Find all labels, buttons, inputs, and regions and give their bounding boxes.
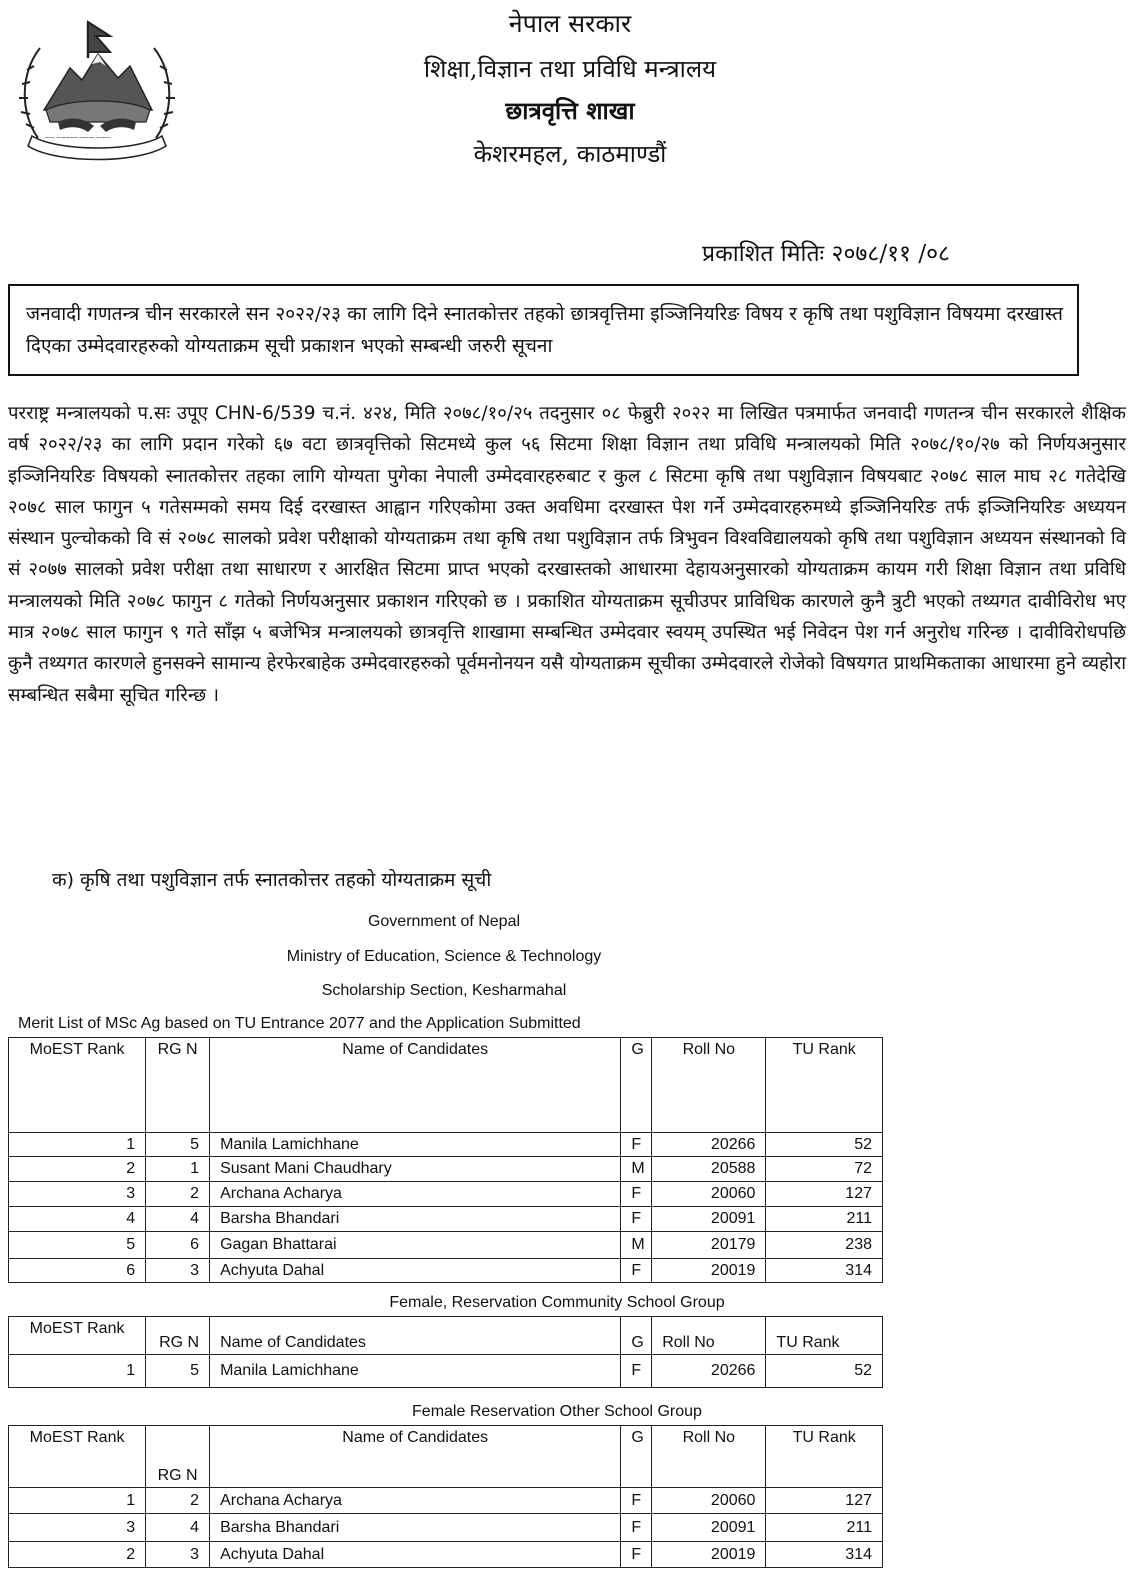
cell-roll: 20588 bbox=[652, 1157, 766, 1182]
cell-tu: 238 bbox=[766, 1232, 883, 1259]
cell-roll: 20266 bbox=[652, 1133, 766, 1157]
cell-name: Achyuta Dahal bbox=[210, 1542, 621, 1568]
table-header-row bbox=[9, 1317, 883, 1355]
cell-name: Archana Acharya bbox=[210, 1488, 621, 1514]
cell-roll: 20091 bbox=[652, 1207, 766, 1232]
cell-name: Achyuta Dahal bbox=[210, 1259, 621, 1283]
cell-g: M bbox=[621, 1232, 652, 1259]
cell-roll: 20060 bbox=[652, 1182, 766, 1207]
emblem-motto bbox=[44, 137, 154, 138]
cell-rg: 3 bbox=[146, 1542, 210, 1568]
cell-tu: 211 bbox=[766, 1207, 883, 1232]
cell-rank: 3 bbox=[9, 1182, 146, 1207]
cell-rg: 6 bbox=[146, 1232, 210, 1259]
header-address: केशरमहल, काठमाण्डौं bbox=[473, 140, 667, 168]
header-government: नेपाल सरकार bbox=[508, 9, 632, 38]
cell-rg: 2 bbox=[146, 1182, 210, 1207]
english-header-section: Scholarship Section, Kesharmahal bbox=[321, 982, 567, 999]
cell-roll: 20019 bbox=[652, 1259, 766, 1283]
cell-tu: 72 bbox=[766, 1157, 883, 1182]
cell-rank: 2 bbox=[9, 1542, 146, 1568]
cell-tu: 314 bbox=[766, 1259, 883, 1283]
col-header-tu: TU Rank bbox=[766, 1038, 883, 1133]
col-header-rg: RG N bbox=[146, 1426, 210, 1488]
header-section: छात्रवृत्ति शाखा bbox=[505, 96, 635, 125]
header-ministry: शिक्षा,विज्ञान तथा प्रविधि मन्त्रालय bbox=[423, 55, 717, 83]
cell-rg: 4 bbox=[146, 1514, 210, 1542]
cell-name: Manila Lamichhane bbox=[210, 1355, 621, 1388]
other-group-table bbox=[8, 1425, 883, 1568]
cell-name: Manila Lamichhane bbox=[210, 1133, 621, 1157]
merit-list-title: Merit List of MSc Ag based on TU Entrance 2077 and the Application Submitted bbox=[18, 1015, 581, 1032]
table-row bbox=[9, 1157, 883, 1182]
nepal-emblem bbox=[18, 18, 176, 168]
cell-roll: 20091 bbox=[652, 1514, 766, 1542]
cell-g: F bbox=[621, 1207, 652, 1232]
col-header-rank: MoEST Rank bbox=[9, 1317, 146, 1355]
cell-name: Archana Acharya bbox=[210, 1182, 621, 1207]
cell-rank: 2 bbox=[9, 1157, 146, 1182]
cell-name: Barsha Bhandari bbox=[210, 1514, 621, 1542]
cell-rg: 3 bbox=[146, 1259, 210, 1283]
cell-tu: 314 bbox=[766, 1542, 883, 1568]
cell-name: Susant Mani Chaudhary bbox=[210, 1157, 621, 1182]
cell-g: F bbox=[621, 1514, 652, 1542]
col-header-roll: Roll No bbox=[652, 1038, 766, 1133]
section-a-heading: क) कृषि तथा पशुविज्ञान तर्फ स्नातकोत्तर तहको योग्यताक्रम सूची bbox=[52, 869, 492, 891]
col-header-rg: RG N bbox=[146, 1038, 210, 1133]
col-header-name: Name of Candidates bbox=[210, 1317, 621, 1355]
col-header-tu: TU Rank bbox=[766, 1317, 883, 1355]
cell-rg: 4 bbox=[146, 1207, 210, 1232]
community-group-table bbox=[8, 1316, 883, 1388]
table-row bbox=[9, 1207, 883, 1232]
english-header-government: Government of Nepal bbox=[367, 913, 521, 930]
english-header-ministry: Ministry of Education, Science & Technology bbox=[286, 948, 602, 965]
cell-rank: 1 bbox=[9, 1488, 146, 1514]
cell-g: M bbox=[621, 1157, 652, 1182]
merit-list-table bbox=[8, 1037, 883, 1283]
col-header-g: G bbox=[621, 1317, 652, 1355]
cell-roll: 20060 bbox=[652, 1488, 766, 1514]
cell-g: F bbox=[621, 1542, 652, 1568]
cell-rg: 2 bbox=[146, 1488, 210, 1514]
col-header-rank: MoEST Rank bbox=[9, 1426, 146, 1488]
cell-tu: 52 bbox=[766, 1133, 883, 1157]
cell-tu: 127 bbox=[766, 1488, 883, 1514]
notice-body: परराष्ट्र मन्त्रालयको प.सः उपूए CHN-6/539 च.नं. ४२४, मिति २०७८/१०/२५ तदनुसार ०८ फेब्रुरी २०२२ मा लिखित पत्रमार्फत जनवादी गणतन्त्र चीन सरकारले शैक्षिक वर्ष २०२२/२३ का लागि प्रदान गरेको ६७ वटा छात्रवृत्तिको सिटमध्ये कुल ५६ सिटमा शिक्षा विज्ञान तथा प्रविधि मन्त्रालयको मिति २०७८/१०/२७ को निर्णयअनुसार इञ्जिनियरिङ विषयको स्नातकोत्तर तहका लागि योग्यता पुगेका नेपाली उम्मेदवारहरुबाट र कुल ८ सिटमा कृषि तथा पशुविज्ञान विषयबाट २०७८ साल माघ २८ गतेदेखि २०७८ साल फागुन ५ गतेसम्मको समय दिई दरखास्त आह्वान गरिएकोमा उक्त अवधिमा दरखास्त पेश गर्ने उम्मेदवारहरुमध्ये इञ्जिनियरिङ तर्फ इञ्जिनियरिङ अध्ययन संस्थान पुल्चोकको वि सं २०७८ सालको प्रवेश परीक्षाको योग्यताक्रम तथा कृषि तथा पशुविज्ञान तर्फ त्रिभुवन विश्वविद्यालयको कृषि तथा पशुविज्ञान अध्ययन संस्थानको वि सं २०७७ सालको प्रवेश परीक्षा तथा साधारण र आरक्षित सिटमा प्राप्त भएको दरखास्तको आधारमा देहायअनुसारको योग्यताक्रम कायम गरी शिक्षा विज्ञान तथा प्रविधि मन्त्रालयको मिति २०७८ फागुन ८ गतेको निर्णयअनुसार प्रकाशन गरिएको छ । प्रकाशित योग्यताक्रम सूचीउपर प्राविधिक कारणले कुनै त्रुटी भएको तथ्यगत दावीविरोध भए मात्र २०७८ साल फागुन ९ गते साँझ ५ बजेभित्र मन्त्रालयको छात्रवृत्ति शाखामा सम्बन्धित उम्मेदवार स्वयम् उपस्थित भई निवेदन पेश गर्न अनुरोध गरिन्छ । दावीविरोधपछि कुनै तथ्यगत कारणले हुनसक्ने सामान्य हेरफेरबाहेक उम्मेदवारहरुको पूर्वमनोनयन यसै योग्यताक्रम सूचीका उम्मेदवारले रोजेको विषयगत प्राथमिकताका आधारमा हुने व्यहोरा सम्बन्धित सबैमा सूचित गरिन्छ । bbox=[8, 403, 1126, 706]
cell-rank: 6 bbox=[9, 1259, 146, 1283]
table-row bbox=[9, 1133, 883, 1157]
community-group-title: Female, Reservation Community School Group bbox=[389, 1294, 725, 1311]
notice-subject: जनवादी गणतन्त्र चीन सरकारले सन २०२२/२३ का लागि दिने स्नातकोत्तर तहको छात्रवृत्तिमा इञ्जिनियरिङ विषय र कृषि तथा पशुविज्ञान विषयमा दरखास्त दिएका उम्मेदवारहरुको योग्यताक्रम सूची प्रकाशन भएको सम्बन्धी जरुरी सूचना bbox=[26, 303, 1063, 357]
cell-roll: 20019 bbox=[652, 1542, 766, 1568]
cell-rg: 1 bbox=[146, 1157, 210, 1182]
cell-tu: 52 bbox=[766, 1355, 883, 1388]
notice-subject-box bbox=[8, 284, 1079, 376]
cell-roll: 20266 bbox=[652, 1355, 766, 1388]
table-row bbox=[9, 1355, 883, 1388]
col-header-name: Name of Candidates bbox=[210, 1426, 621, 1488]
cell-tu: 127 bbox=[766, 1182, 883, 1207]
cell-rank: 4 bbox=[9, 1207, 146, 1232]
table-header-row bbox=[9, 1038, 883, 1133]
table-row bbox=[9, 1514, 883, 1542]
cell-g: F bbox=[621, 1488, 652, 1514]
table-row bbox=[9, 1232, 883, 1259]
col-header-name: Name of Candidates bbox=[210, 1038, 621, 1133]
cell-g: F bbox=[621, 1259, 652, 1283]
table-row bbox=[9, 1182, 883, 1207]
col-header-rank: MoEST Rank bbox=[9, 1038, 146, 1133]
cell-rank: 1 bbox=[9, 1133, 146, 1157]
col-header-tu: TU Rank bbox=[766, 1426, 883, 1488]
cell-roll: 20179 bbox=[652, 1232, 766, 1259]
cell-rg: 5 bbox=[146, 1133, 210, 1157]
table-row bbox=[9, 1488, 883, 1514]
cell-name: Barsha Bhandari bbox=[210, 1207, 621, 1232]
col-header-rg: RG N bbox=[146, 1317, 210, 1355]
cell-g: F bbox=[621, 1355, 652, 1388]
col-header-g: G bbox=[621, 1038, 652, 1133]
cell-name: Gagan Bhattarai bbox=[210, 1232, 621, 1259]
col-header-roll: Roll No bbox=[652, 1317, 766, 1355]
cell-rank: 1 bbox=[9, 1355, 146, 1388]
col-header-roll: Roll No bbox=[652, 1426, 766, 1488]
cell-tu: 211 bbox=[766, 1514, 883, 1542]
cell-g: F bbox=[621, 1133, 652, 1157]
cell-g: F bbox=[621, 1182, 652, 1207]
other-group-title: Female Reservation Other School Group bbox=[412, 1403, 702, 1420]
table-row bbox=[9, 1259, 883, 1283]
table-header-row bbox=[9, 1426, 883, 1488]
cell-rank: 3 bbox=[9, 1514, 146, 1542]
table-row bbox=[9, 1542, 883, 1568]
cell-rank: 5 bbox=[9, 1232, 146, 1259]
published-date: प्रकाशित मितिः २०७८/११ /०८ bbox=[702, 241, 950, 267]
cell-rg: 5 bbox=[146, 1355, 210, 1388]
col-header-g: G bbox=[621, 1426, 652, 1488]
